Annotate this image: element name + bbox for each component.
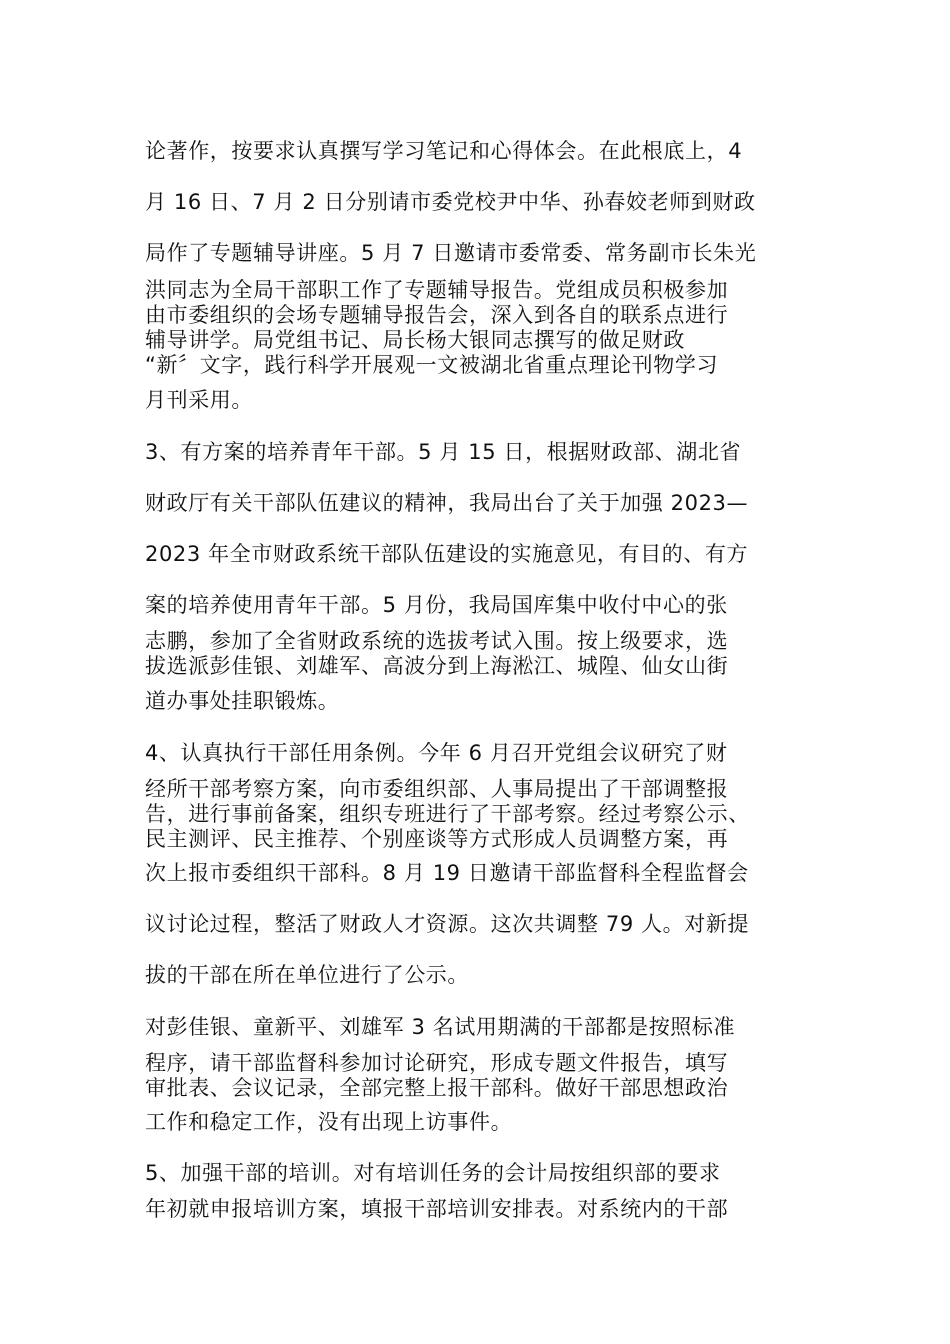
text-line: 道办事处挂职锻炼。 <box>145 689 340 713</box>
text-line: 审批表、会议记录，全部完整上报干部科。做好干部思想政治 <box>145 1076 729 1100</box>
text-line: 次上报市委组织干部科。8 月 19 日邀请干部监督科全程监督会 <box>145 861 749 885</box>
text-line: 由市委组织的会场专题辅导报告会，深入到各自的联系点进行 <box>145 303 729 327</box>
text-line: 案的培养使用青年干部。5 月份，我局国库集中收付中心的张 <box>145 593 728 617</box>
text-line: 论著作，按要求认真撰写学习笔记和心得体会。在此根底上，4 <box>145 139 743 163</box>
text-line: 月 16 日、7 月 2 日分别请市委党校尹中华、孙春姣老师到财政 <box>145 190 756 214</box>
text-line: 2023 年全市财政系统干部队伍建设的实施意见，有目的、有方 <box>145 542 749 566</box>
text-line: “新〞文字，践行科学开展观一文被湖北省重点理论刊物学习 <box>145 353 719 377</box>
text-line: 3、有方案的培养青年干部。5 月 15 日，根据财政部、湖北省 <box>145 440 742 464</box>
text-line: 议讨论过程，整活了财政人才资源。这次共调整 79 人。对新提 <box>145 912 750 936</box>
text-line: 经所干部考察方案，向市委组织部、人事局提出了干部调整报 <box>145 777 729 801</box>
text-line: 志鹏，参加了全省财政系统的选拔考试入围。按上级要求，选 <box>145 629 729 653</box>
text-line: 5、加强干部的培训。对有培训任务的会计局按组织部的要求 <box>145 1161 721 1185</box>
text-line: 洪同志为全局干部职工作了专题辅导报告。党组成员积极参加 <box>145 278 729 302</box>
text-line: 辅导讲学。局党组书记、局长杨大银同志撰写的做足财政 <box>145 328 685 352</box>
text-line: 局作了专题辅导讲座。5 月 7 日邀请市委常委、常务副市长朱光 <box>145 241 757 265</box>
text-line: 年初就申报培训方案，填报干部培训安排表。对系统内的干部 <box>145 1197 729 1221</box>
text-line: 4、认真执行干部任用条例。今年 6 月召开党组会议研究了财 <box>145 741 728 765</box>
text-line: 对彭佳银、童新平、刘雄军 3 名试用期满的干部都是按照标准 <box>145 1015 736 1039</box>
text-line: 财政厅有关干部队伍建议的精神，我局出台了关于加强 2023— <box>145 491 749 515</box>
text-line: 拔选派彭佳银、刘雄军、高波分到上海淞江、城隍、仙女山街 <box>145 654 729 678</box>
text-line: 拔的干部在所在单位进行了公示。 <box>145 963 469 987</box>
text-line: 月刊采用。 <box>145 388 253 412</box>
text-line: 民主测评、民主推荐、个别座谈等方式形成人员调整方案，再 <box>145 827 729 851</box>
text-line: 程序，请干部监督科参加讨论研究，形成专题文件报告，填写 <box>145 1051 729 1075</box>
text-line: 告，进行事前备案，组织专班进行了干部考察。经过考察公示、 <box>145 802 750 826</box>
text-line: 工作和稳定工作，没有出现上访事件。 <box>145 1110 513 1134</box>
